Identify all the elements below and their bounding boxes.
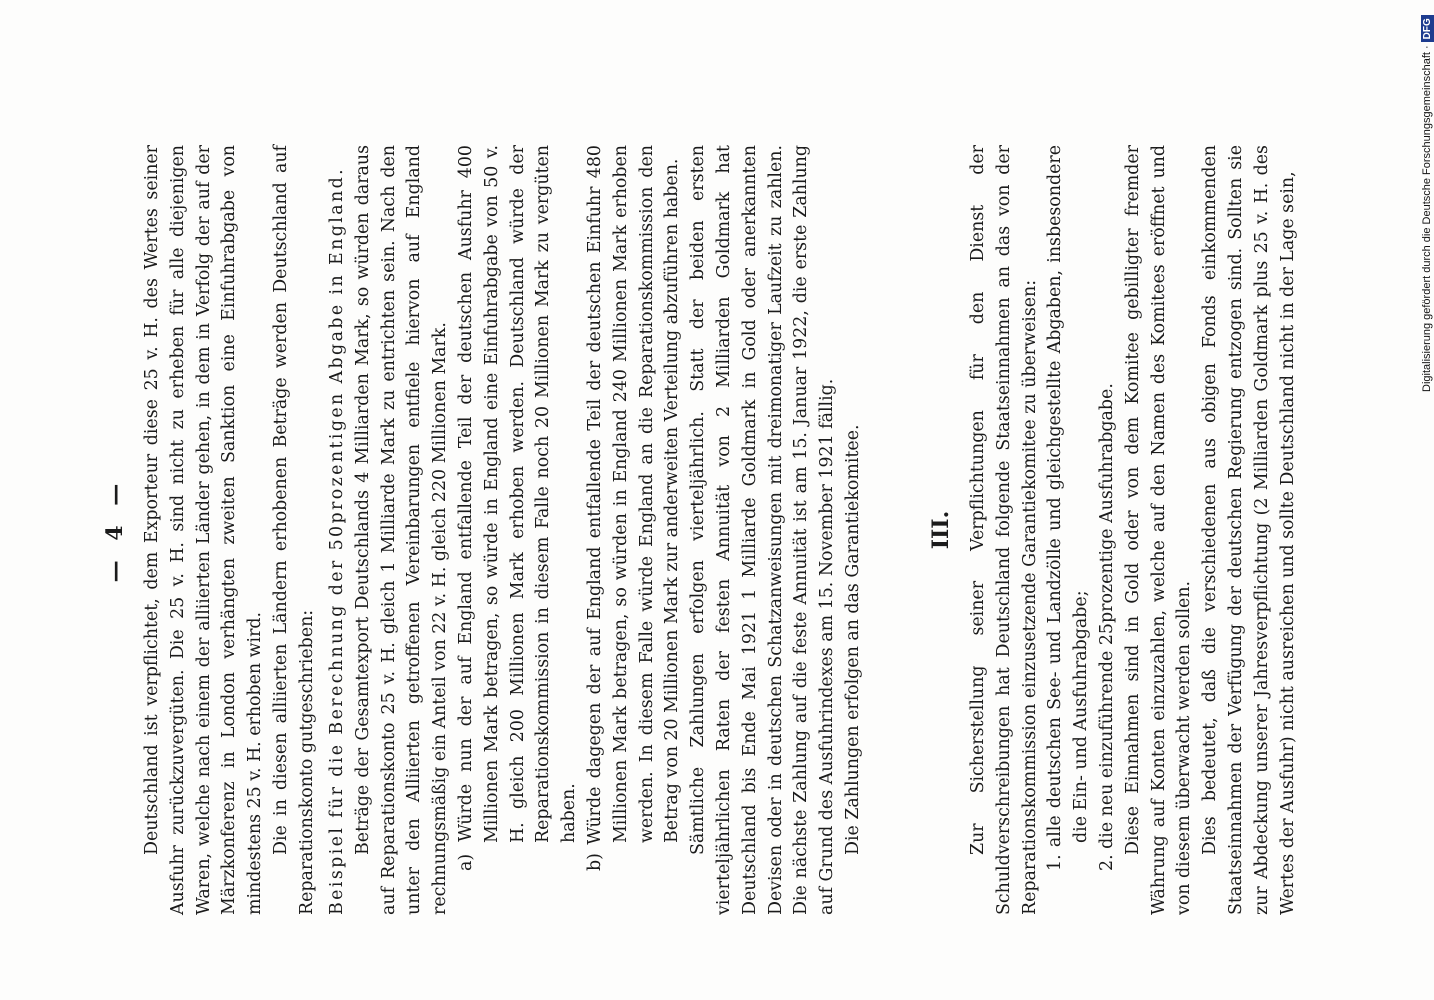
paragraph-gold-payments: Diese Einnahmen sind in Gold oder von dem Komitee gebilligter fremder Währung auf Konten einzuzahlen, welche auf den Namen des Komitees eröffnet und von diesem überwacht werden sollen. bbox=[1122, 145, 1195, 915]
paragraph-export-refund: Deutschland ist verpflichtet, dem Exporteur diese 25 v. H. des Wertes seiner Ausfuhr zurückzuvergüten. Die 25 v. H. sind nicht zu erheben für alle diejenigen Waren, welche nach einem der alliierten Länder gehen, in dem in Verfolg der auf der Märzkonferenz in London verhängten zweiten Sanktion eine Einfuhrabgabe von mindestens 25 v. H. erhoben wird. bbox=[142, 145, 266, 915]
dfg-funding-note bbox=[1420, 8, 1434, 392]
list-item-1: 1. alle deutschen See- und Landzölle und gleichgestellte Abgaben, insbesondere die Ein- und Ausfuhrabgabe; bbox=[1045, 145, 1092, 871]
list-item-2: 2. die neu einzuführende 25prozentige Ausfuhrabgabe. bbox=[1096, 383, 1117, 871]
list-item-a: a) Würde nun der auf England entfallende Teil der deutschen Ausfuhr 400 Millionen Mark betragen, so würde in England eine Einfuhrabgabe von 50 v. H. gleich 200 Millionen Mark erhoben werden. Deutschland würde der Reparationskommission in diesem Falle noch 20 Millionen Mark zu vergüten haben. bbox=[455, 145, 580, 871]
paragraph-calculation: Beträge der Gesamtexport Deutschlands 4 Milliarden Mark, so würden daraus auf Reparationskonto 25 v. H. gleich 1 Milliarde Mark zu entrichten sein. Nach den unter den Alliierten getroffenen Vereinbarungen entfiele hiervon auf England rechnungsmäßig ein Anteil von 22 v. H. gleich 220 Millionen Mark. bbox=[352, 145, 451, 915]
section-heading-iii: III. bbox=[928, 510, 954, 550]
example-heading: Beispiel für die Berechnung der 50prozentigen Abgabe in England. bbox=[327, 166, 347, 915]
page-number: — 4 — bbox=[102, 477, 128, 583]
dfg-logo: DFG bbox=[1421, 15, 1434, 42]
paragraph-securing-obligations: Zur Sicherstellung seiner Verpflichtungen für den Dienst der Schuldverschreibungen hat Deutschland folgende Staatseinnahmen an das von der Reparationskommission einzusetzende Garantiekomitee zu überweisen: bbox=[968, 145, 1040, 915]
paragraph-block-3 bbox=[966, 145, 1301, 915]
funding-note-text: Digitalisierung gefördert durch die Deutsche Forschungsgemeinschaft · bbox=[1421, 45, 1433, 392]
paragraph-guarantee-committee: Die Zahlungen erfolgen an das Garantiekomitee. bbox=[842, 424, 863, 855]
paragraph-block-2 bbox=[325, 145, 867, 915]
paragraph-block-1 bbox=[140, 145, 321, 915]
document-page-rotated bbox=[100, 145, 1300, 915]
paragraph-revenue-withdrawn: Dies bedeutet, daß die verschiedenen aus obigen Fonds einkommenden Staatseinnahmen der Verfügung der deutschen Regierung entzogen sind. Sollten sie zur Abdeckung unserer Jahresverpflichtung (2 Milliarden Goldmark plus 25 v. H. des Wertes der Ausfuhr) nicht ausreichen und sollte Deutschland nicht in der Lage sein, bbox=[1200, 145, 1298, 915]
list-item-b: b) Würde dagegen der auf England entfallende Teil der deutschen Einfuhr 480 Millionen Mark betragen, so würden in England 240 Millionen Mark erhoben werden. In diesem Falle würde England an die Reparationskommission den Betrag von 20 Millionen Mark zur anderweiten Verteilung abzuführen haben. bbox=[584, 145, 683, 871]
paragraph-quarterly-payments: Sämtliche Zahlungen erfolgen vierteljährlich. Statt der beiden ersten vierteljährlichen Raten der festen Annuität von 2 Milliarden Goldmark hat Deutschland bis Ende Mai 1921 1 Milliarde Goldmark in Gold oder anerkannten Devisen oder in deutschen Schatzanweisungen mit dreimonatiger Laufzeit zu zahlen. Die nächste Zahlung auf die feste Annuität ist am 15. Januar 1922, die erste Zahlung auf Grund des Ausfuhrindexes am 15. November 1921 fällig. bbox=[688, 145, 838, 915]
paragraph-credited-amounts: Die in diesen alliierten Ländern erhobenen Beträge werden Deutschland auf Reparationskonto gutgeschrieben: bbox=[270, 145, 317, 915]
